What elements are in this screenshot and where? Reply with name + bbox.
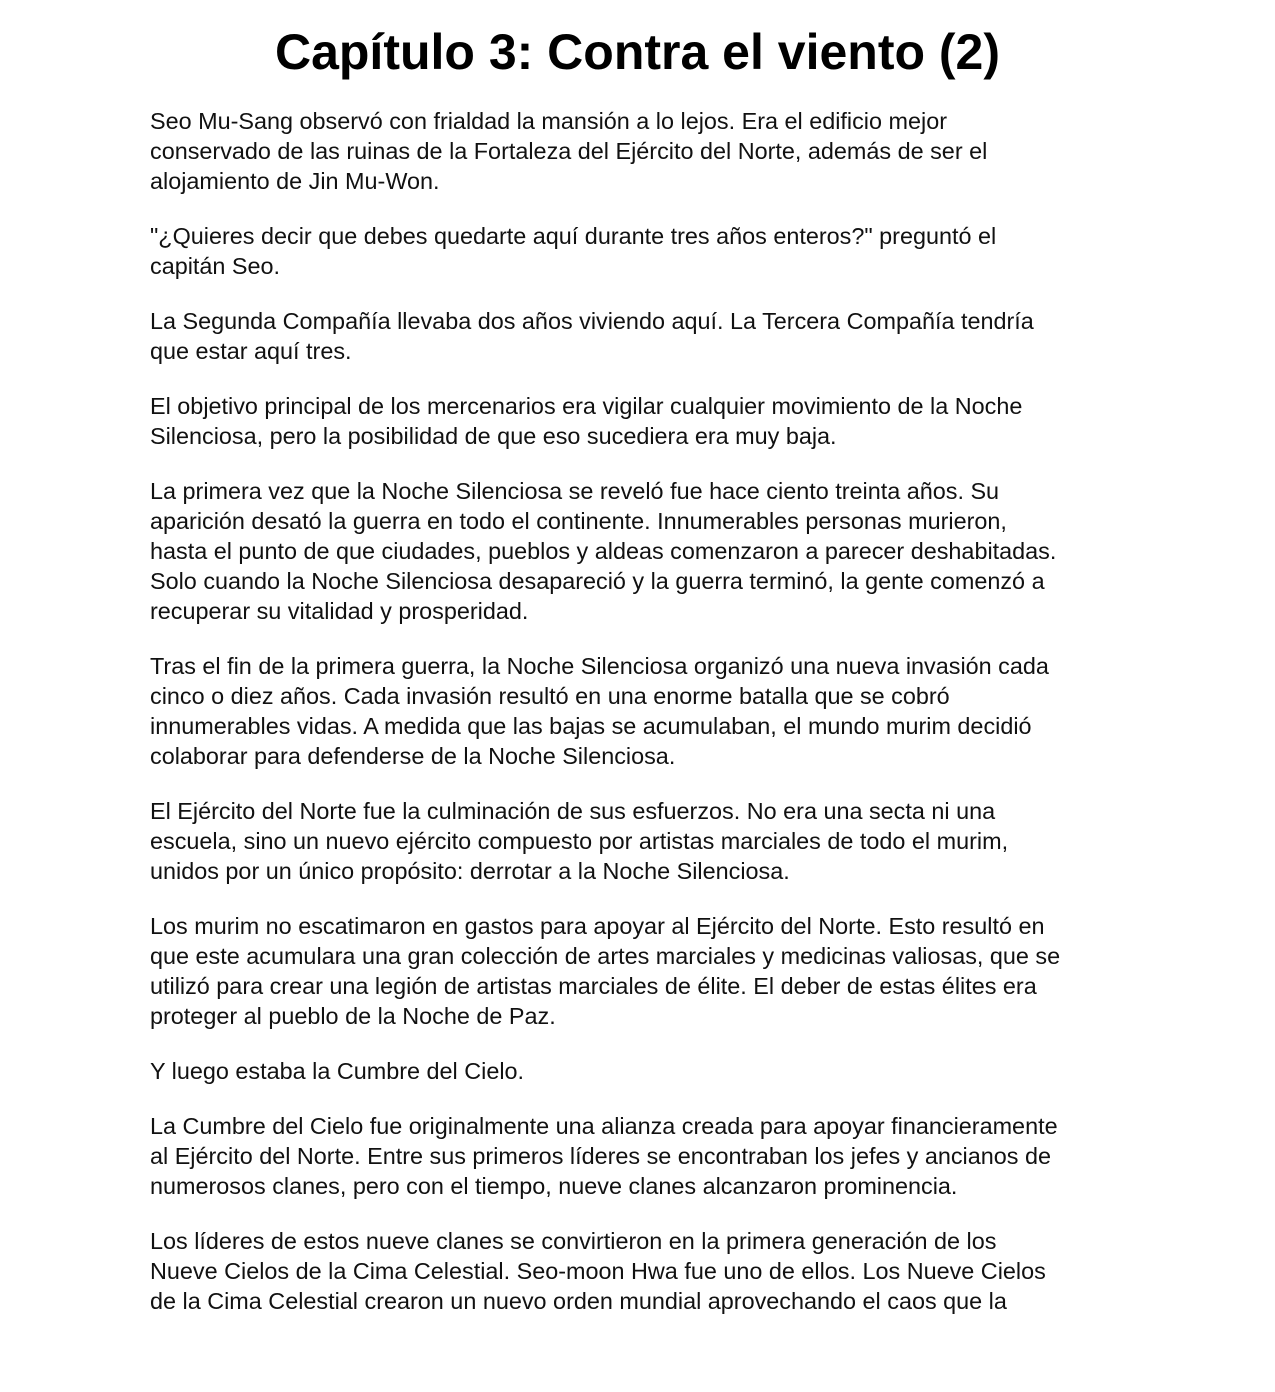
text-line: de la Cima Celestial crearon un nuevo orden mundial aprovechando el caos que la	[150, 1288, 1007, 1314]
text-line: La Cumbre del Cielo fue originalmente una alianza creada para apoyar financieramente	[150, 1113, 1058, 1139]
text-line: Silenciosa, pero la posibilidad de que eso sucediera era muy baja.	[150, 423, 837, 449]
text-line: innumerables vidas. A medida que las bajas se acumulaban, el mundo murim decidió	[150, 713, 1032, 739]
text-line: hasta el punto de que ciudades, pueblos y aldeas comenzaron a parecer deshabitadas.	[150, 538, 1057, 564]
text-line: Y luego estaba la Cumbre del Cielo.	[150, 1058, 525, 1084]
text-line: El objetivo principal de los mercenarios era vigilar cualquier movimiento de la Noche	[150, 393, 1023, 419]
paragraph	[150, 306, 1130, 366]
text-line: recuperar su vitalidad y prosperidad.	[150, 598, 529, 624]
text-line: unidos por un único propósito: derrotar a la Noche Silenciosa.	[150, 858, 790, 884]
text-line: Tras el fin de la primera guerra, la Noche Silenciosa organizó una nueva invasión cada	[150, 653, 1049, 679]
chapter-body	[150, 106, 1130, 1341]
text-line: al Ejército del Norte. Entre sus primeros líderes se encontraban los jefes y ancianos de	[150, 1143, 1051, 1169]
text-line: Nueve Cielos de la Cima Celestial. Seo-moon Hwa fue uno de ellos. Los Nueve Cielos	[150, 1258, 1046, 1284]
text-line: alojamiento de Jin Mu-Won.	[150, 168, 440, 194]
text-line: utilizó para crear una legión de artistas marciales de élite. El deber de estas élites era	[150, 973, 1037, 999]
paragraph	[150, 1056, 1130, 1086]
text-line: El Ejército del Norte fue la culminación de sus esfuerzos. No era una secta ni una	[150, 798, 996, 824]
text-line: escuela, sino un nuevo ejército compuesto por artistas marciales de todo el murim,	[150, 828, 1009, 854]
text-line: proteger al pueblo de la Noche de Paz.	[150, 1003, 556, 1029]
text-line: La primera vez que la Noche Silenciosa se reveló fue hace ciento treinta años. Su	[150, 478, 1000, 504]
text-line: colaborar para defenderse de la Noche Silenciosa.	[150, 743, 676, 769]
text-line: Seo Mu-Sang observó con frialdad la mansión a lo lejos. Era el edificio mejor	[150, 108, 947, 134]
text-line: Los líderes de estos nueve clanes se convirtieron en la primera generación de los	[150, 1228, 997, 1254]
text-line: conservado de las ruinas de la Fortaleza del Ejército del Norte, además de ser el	[150, 138, 988, 164]
paragraph	[150, 476, 1130, 626]
text-line: que estar aquí tres.	[150, 338, 352, 364]
text-line: cinco o diez años. Cada invasión resultó en una enorme batalla que se cobró	[150, 683, 950, 709]
paragraph	[150, 221, 1130, 281]
text-line: capitán Seo.	[150, 253, 281, 279]
text-line: numerosos clanes, pero con el tiempo, nueve clanes alcanzaron prominencia.	[150, 1173, 958, 1199]
chapter-title: Capítulo 3: Contra el viento (2)	[274, 24, 1001, 80]
text-line: aparición desató la guerra en todo el continente. Innumerables personas murieron,	[150, 508, 1007, 534]
text-line: Solo cuando la Noche Silenciosa desapareció y la guerra terminó, la gente comenzó a	[150, 568, 1045, 594]
paragraph	[150, 391, 1130, 451]
text-line: que este acumulara una gran colección de artes marciales y medicinas valiosas, que se	[150, 943, 1061, 969]
paragraph	[150, 911, 1130, 1031]
paragraph	[150, 106, 1130, 196]
text-line: "¿Quieres decir que debes quedarte aquí durante tres años enteros?" preguntó el	[150, 223, 997, 249]
paragraph	[150, 651, 1130, 771]
paragraph	[150, 796, 1130, 886]
text-line: Los murim no escatimaron en gastos para apoyar al Ejército del Norte. Esto resultó en	[150, 913, 1045, 939]
text-line: La Segunda Compañía llevaba dos años viviendo aquí. La Tercera Compañía tendría	[150, 308, 1034, 334]
paragraph	[150, 1111, 1130, 1201]
paragraph	[150, 1226, 1130, 1316]
